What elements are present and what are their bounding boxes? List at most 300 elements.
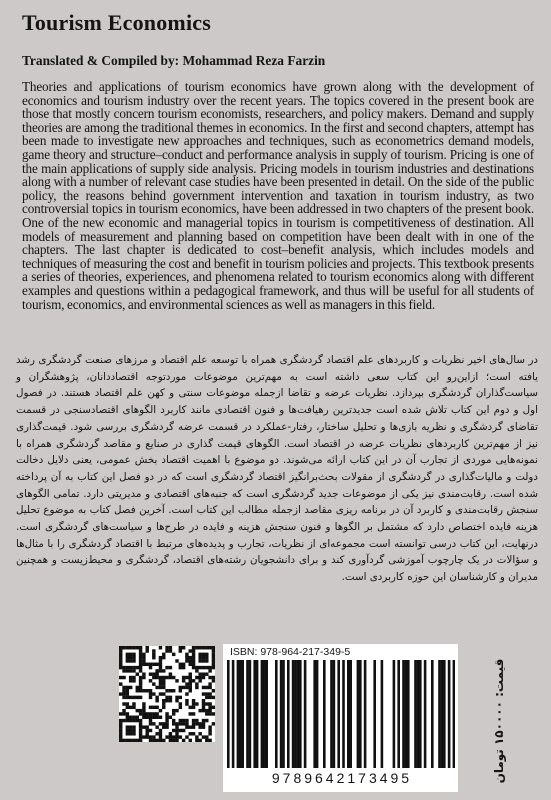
qr-module <box>175 699 178 702</box>
qr-module <box>189 732 192 735</box>
qr-module <box>179 702 182 705</box>
qr-module <box>129 706 132 709</box>
qr-module <box>189 712 192 715</box>
qr-module <box>152 672 155 675</box>
qr-module <box>198 709 201 712</box>
qr-module <box>119 719 122 722</box>
qr-module <box>182 719 185 722</box>
qr-module <box>132 653 135 656</box>
qr-module <box>139 722 142 725</box>
qr-module <box>202 656 205 659</box>
qr-module <box>119 692 122 695</box>
qr-module <box>122 669 125 672</box>
qr-module <box>172 735 175 738</box>
qr-module <box>169 666 172 669</box>
qr-module <box>132 659 135 662</box>
barcode-bar <box>241 660 244 768</box>
qr-module <box>132 696 135 699</box>
qr-module <box>179 719 182 722</box>
qr-module <box>169 716 172 719</box>
qr-module <box>185 682 188 685</box>
qr-module <box>142 725 145 728</box>
barcode-bar <box>253 660 256 768</box>
qr-module <box>129 669 132 672</box>
qr-module <box>129 676 132 679</box>
qr-module <box>185 725 188 728</box>
qr-module <box>126 686 129 689</box>
qr-module <box>192 653 195 656</box>
qr-module <box>165 699 168 702</box>
qr-module <box>162 725 165 728</box>
qr-module <box>162 682 165 685</box>
qr-module <box>189 682 192 685</box>
barcode-bar <box>275 660 278 768</box>
qr-module <box>198 732 201 735</box>
qr-module <box>175 659 178 662</box>
qr-module <box>159 729 162 732</box>
qr-module <box>192 666 195 669</box>
qr-module <box>149 716 152 719</box>
qr-module <box>192 649 195 652</box>
qr-module <box>192 732 195 735</box>
qr-module <box>198 666 201 669</box>
qr-module <box>189 689 192 692</box>
qr-module <box>205 646 208 649</box>
qr-module <box>152 663 155 666</box>
qr-module <box>136 646 139 649</box>
qr-module <box>129 696 132 699</box>
barcode-bar <box>431 660 434 768</box>
qr-module <box>185 692 188 695</box>
qr-module <box>122 686 125 689</box>
qr-module <box>192 722 195 725</box>
barcode-bar <box>441 660 444 768</box>
qr-module <box>192 679 195 682</box>
qr-module <box>212 649 215 652</box>
qr-module <box>172 689 175 692</box>
qr-module <box>139 653 142 656</box>
barcode-bar <box>313 660 316 768</box>
qr-module <box>139 729 142 732</box>
qr-module <box>175 732 178 735</box>
qr-module <box>189 656 192 659</box>
qr-module <box>208 712 211 715</box>
qr-module <box>202 735 205 738</box>
qr-module <box>122 739 125 742</box>
qr-module <box>179 646 182 649</box>
qr-module <box>189 649 192 652</box>
qr-module <box>172 653 175 656</box>
qr-module <box>182 739 185 742</box>
barcode-bar <box>237 660 240 768</box>
qr-module <box>152 653 155 656</box>
barcode-bar <box>232 660 235 768</box>
qr-module <box>198 676 201 679</box>
qr-module <box>208 706 211 709</box>
qr-module <box>159 709 162 712</box>
qr-module <box>159 686 162 689</box>
qr-module <box>172 722 175 725</box>
qr-module <box>202 666 205 669</box>
qr-module <box>202 699 205 702</box>
qr-module <box>145 725 148 728</box>
qr-module <box>155 716 158 719</box>
qr-module <box>198 646 201 649</box>
qr-module <box>149 712 152 715</box>
qr-module <box>159 666 162 669</box>
qr-module <box>155 732 158 735</box>
qr-module <box>208 646 211 649</box>
barcode-bar <box>347 660 350 768</box>
qr-module <box>155 696 158 699</box>
qr-module <box>149 689 152 692</box>
qr-module <box>119 659 122 662</box>
qr-module <box>189 659 192 662</box>
qr-module <box>152 735 155 738</box>
qr-module <box>126 689 129 692</box>
qr-module <box>142 672 145 675</box>
qr-module <box>119 732 122 735</box>
qr-module <box>139 732 142 735</box>
qr-module <box>182 679 185 682</box>
qr-module <box>189 739 192 742</box>
qr-module <box>202 672 205 675</box>
qr-module <box>159 732 162 735</box>
qr-module <box>162 679 165 682</box>
qr-module <box>122 696 125 699</box>
qr-module <box>142 659 145 662</box>
qr-module <box>159 656 162 659</box>
isbn-label: ISBN: 978-964-217-349-5 <box>230 646 351 658</box>
qr-module <box>142 689 145 692</box>
qr-module <box>126 706 129 709</box>
qr-module <box>142 712 145 715</box>
qr-module <box>145 716 148 719</box>
qr-module <box>192 699 195 702</box>
qr-module <box>205 656 208 659</box>
qr-module <box>179 696 182 699</box>
qr-module <box>119 735 122 738</box>
barcode-bar <box>419 660 422 768</box>
qr-module <box>155 663 158 666</box>
qr-module <box>149 663 152 666</box>
qr-module <box>129 732 132 735</box>
qr-module <box>198 739 201 742</box>
qr-module <box>202 676 205 679</box>
qr-module <box>149 679 152 682</box>
qr-module <box>189 672 192 675</box>
qr-module <box>172 719 175 722</box>
barcode-bar <box>373 660 376 768</box>
qr-module <box>212 663 215 666</box>
qr-module <box>149 719 152 722</box>
qr-module <box>165 719 168 722</box>
qr-module <box>119 653 122 656</box>
barcode-bar <box>256 660 259 768</box>
qr-module <box>198 722 201 725</box>
qr-module <box>119 649 122 652</box>
qr-module <box>119 666 122 669</box>
qr-module <box>122 666 125 669</box>
qr-module <box>208 669 211 672</box>
barcode-bar <box>287 660 290 768</box>
qr-module <box>212 696 215 699</box>
qr-module <box>195 646 198 649</box>
qr-module <box>132 676 135 679</box>
qr-module <box>159 716 162 719</box>
qr-module <box>205 653 208 656</box>
qr-module <box>202 702 205 705</box>
qr-module <box>152 692 155 695</box>
qr-module <box>208 725 211 728</box>
barcode-bar <box>227 660 230 768</box>
qr-module <box>132 719 135 722</box>
qr-module <box>145 729 148 732</box>
qr-module <box>208 666 211 669</box>
qr-module <box>169 676 172 679</box>
qr-module <box>185 659 188 662</box>
barcode-bar <box>407 660 410 768</box>
qr-module <box>155 686 158 689</box>
qr-module <box>119 712 122 715</box>
qr-module <box>149 696 152 699</box>
qr-module <box>205 719 208 722</box>
qr-module <box>165 696 168 699</box>
qr-module <box>122 709 125 712</box>
qr-module <box>122 646 125 649</box>
qr-module <box>132 739 135 742</box>
persian-abstract: در سال‌های اخیر نظریات و کاربردهای علم اقتصاد گردشگری همراه با توسعه علم اقتصاد و مرزهای صنعت گردشگری رشد یافته است؛ ازاین‌رو این کتاب سعی داشته است به مهم‌ترین موضوعات موردتوجه اقتصاددانان، پژوهشگران و سیاست‌گذاران گردشگری بپردازد. نظریات عرضه و تقاضا ازجمله موضوعات سنتی و کهن علم اقتصاد هستند. در فصول اول و دوم این کتاب تلاش شده است جدیدترین رهیافت‌ها و فنون اقتصادی مانند کاربرد الگوهای اقتصادسنجی در قسمت تقاضای گردشگری و نظریه بازی‌ها و تحلیل ساختار، رفتار-عملکرد در قسمت عرضه گردشگری بررسی شود. قیمت‌گذاری نیز از مهم‌ترین کاربردهای نظریات عرضه در اقتصاد است. الگوهای قیمت گذاری در صنایع و مقاصد گردشگری همراه با نمونه‌هایی موردی از تجارب آن در این کتاب ارائه می‌شوند. دو موضوع با اهمیت اقتصاد بخش عمومی، یعنی دلایل دخالت دولت و مالیات‌گذاری در گردشگری از مقولات بحث‌برانگیز اقتصاد گردشگری است که در دو فصل این کتاب به آن پرداخته شده است. رقابت‌مندی نیز یکی از موضوعات جدید گردشگری است که جنبه‌های اقتصادی و مدیریتی دارد. تمامی الگوهای سنجش رقابت‌مندی و کاربرد آن در برنامه ریزی مقاصد ازجمله مطالب این کتاب است. آخرین فصل کتاب به موضوع تحلیل هزینه فایده اختصاص دارد که مشتمل بر الگوها و فنون سنجش هزینه و فایده در طرح‌ها و سیاست‌های گردشگری است. درنهایت، این کتاب درسی توانسته است مجموعه‌ای از نظریات، تجارب و پدیده‌های مرتبط با اقتصاد گردشگری را با مثال‌ها و سؤالات در یک چارچوب آموزشی گردآوری کند و برای دانشجویان رشته‌های اقتصاد، گردشگری و محیط‌زیست و همچنین مدیران و کارشناسان این حوزه کاربردی است. <box>16 354 538 584</box>
qr-module <box>185 719 188 722</box>
qr-module <box>212 722 215 725</box>
qr-module <box>149 739 152 742</box>
qr-module <box>208 729 211 732</box>
qr-module <box>129 656 132 659</box>
qr-module <box>126 729 129 732</box>
qr-module <box>139 739 142 742</box>
price-label <box>484 648 514 793</box>
qr-module <box>162 706 165 709</box>
qr-module <box>159 676 162 679</box>
qr-module <box>185 735 188 738</box>
qr-module <box>139 689 142 692</box>
qr-module <box>129 729 132 732</box>
qr-module <box>142 709 145 712</box>
qr-module <box>132 716 135 719</box>
qr-module <box>139 696 142 699</box>
qr-module <box>155 725 158 728</box>
qr-module <box>165 646 168 649</box>
barcode-bar <box>330 660 333 768</box>
qr-module <box>119 722 122 725</box>
qr-module <box>126 659 129 662</box>
qr-module <box>208 732 211 735</box>
qr-module <box>189 725 192 728</box>
price-text: قیمت: ۱۵۰۰۰۰ تومان <box>492 658 506 783</box>
qr-module <box>208 686 211 689</box>
qr-module <box>179 706 182 709</box>
qr-module <box>189 679 192 682</box>
qr-module <box>139 725 142 728</box>
qr-module <box>165 712 168 715</box>
barcode-bar <box>349 660 352 768</box>
barcode-bar <box>316 660 319 768</box>
barcode-bar <box>417 660 420 768</box>
qr-module <box>185 699 188 702</box>
qr-module <box>179 666 182 669</box>
qr-module <box>169 689 172 692</box>
qr-module <box>195 666 198 669</box>
qr-module <box>136 696 139 699</box>
barcode-bar <box>342 660 345 768</box>
qr-module <box>205 712 208 715</box>
qr-module <box>182 646 185 649</box>
qr-module <box>136 739 139 742</box>
barcode-bar <box>397 660 400 768</box>
qr-module <box>212 679 215 682</box>
qr-module <box>122 676 125 679</box>
barcode-bar <box>364 660 367 768</box>
qr-module <box>162 653 165 656</box>
qr-module <box>142 656 145 659</box>
qr-module <box>136 716 139 719</box>
qr-module <box>195 735 198 738</box>
qr-module <box>152 739 155 742</box>
qr-module <box>129 666 132 669</box>
qr-module <box>195 719 198 722</box>
qr-module <box>159 692 162 695</box>
qr-module <box>212 656 215 659</box>
qr-module <box>142 663 145 666</box>
translator-byline: Translated & Compiled by: Mohammad Reza Farzin <box>22 53 326 68</box>
qr-module <box>185 653 188 656</box>
qr-module <box>169 735 172 738</box>
barcode-bar <box>438 660 441 768</box>
qr-module <box>208 702 211 705</box>
qr-module <box>142 653 145 656</box>
qr-module <box>126 656 129 659</box>
qr-module <box>149 735 152 738</box>
qr-module <box>122 712 125 715</box>
barcode-bar <box>304 660 307 768</box>
qr-module <box>212 646 215 649</box>
qr-module <box>212 689 215 692</box>
qr-module <box>129 719 132 722</box>
qr-module <box>169 649 172 652</box>
qr-module <box>152 716 155 719</box>
qr-module <box>189 686 192 689</box>
qr-module <box>195 682 198 685</box>
qr-module <box>169 732 172 735</box>
qr-module <box>205 672 208 675</box>
qr-module <box>202 719 205 722</box>
qr-module <box>175 679 178 682</box>
barcode-bar <box>333 660 336 768</box>
qr-module <box>119 663 122 666</box>
qr-module <box>139 676 142 679</box>
qr-module <box>136 689 139 692</box>
qr-module <box>208 739 211 742</box>
qr-module <box>169 699 172 702</box>
qr-module <box>208 682 211 685</box>
qr-module <box>152 712 155 715</box>
qr-module <box>139 659 142 662</box>
qr-module <box>159 722 162 725</box>
qr-module <box>132 706 135 709</box>
qr-module <box>172 739 175 742</box>
book-title: Tourism Economics <box>22 10 211 35</box>
qr-module <box>142 676 145 679</box>
qr-module <box>159 663 162 666</box>
qr-module <box>129 659 132 662</box>
barcode-bar <box>381 660 384 768</box>
qr-module <box>202 709 205 712</box>
barcode-bar <box>280 660 283 768</box>
qr-module <box>205 696 208 699</box>
qr-module <box>155 712 158 715</box>
qr-module <box>139 679 142 682</box>
qr-module <box>198 725 201 728</box>
qr-module <box>132 656 135 659</box>
qr-module <box>126 712 129 715</box>
qr-module <box>126 666 129 669</box>
qr-module <box>192 659 195 662</box>
qr-module <box>132 679 135 682</box>
qr-module <box>169 696 172 699</box>
qr-module <box>185 676 188 679</box>
qr-module <box>212 659 215 662</box>
qr-module <box>126 719 129 722</box>
qr-module <box>139 735 142 738</box>
qr-module <box>175 735 178 738</box>
qr-module <box>132 666 135 669</box>
barcode-bar <box>414 660 417 768</box>
qr-module <box>198 659 201 662</box>
qr-module <box>119 646 122 649</box>
qr-module <box>208 676 211 679</box>
qr-module <box>182 676 185 679</box>
qr-module <box>185 702 188 705</box>
qr-module <box>208 709 211 712</box>
qr-module <box>152 656 155 659</box>
qr-module <box>182 686 185 689</box>
qr-module <box>169 672 172 675</box>
qr-module <box>205 709 208 712</box>
barcode-bar <box>263 660 266 768</box>
qr-module <box>139 663 142 666</box>
qr-module <box>205 686 208 689</box>
barcode-bar <box>393 660 396 768</box>
qr-module <box>155 672 158 675</box>
qr-module <box>179 735 182 738</box>
barcode-bar <box>297 660 300 768</box>
qr-module <box>162 699 165 702</box>
qr-module <box>159 669 162 672</box>
qr-module <box>182 729 185 732</box>
qr-module <box>205 735 208 738</box>
qr-module <box>192 719 195 722</box>
qr-module <box>185 656 188 659</box>
qr-module <box>152 722 155 725</box>
qr-module <box>169 739 172 742</box>
qr-module <box>198 653 201 656</box>
qr-module <box>139 666 142 669</box>
qr-module <box>179 663 182 666</box>
qr-module <box>205 702 208 705</box>
qr-module <box>202 722 205 725</box>
english-abstract: Theories and applications of tourism economics have grown along with the development of economics and tourism industry over the recent years. The topics covered in the present book are those that mostly concern tourism economists, researchers, and policy makers. Demand and supply theories are among the traditional themes in economics. In the first and second chapters, attempt has been made to investigate new approaches and techniques, such as econometrics demand models, game theory and structure–conduct and performance analysis in supply of tourism. Pricing is one of the main applications of supply side analysis. Pricing models in tourism industries and destinations along with a number of relevant case studies have been presented in detail. On the side of the public policy, the reasons behind government intervention and taxation in tourism industry, as two controversial topics in tourism economics, have been addressed in two chapters of the present book. One of the new economic and managerial topics in tourism is competitiveness of destination. All models of measurement and planning based on competition have been dealt with in one of the chapters. The last chapter is dedicated to cost–benefit analysis, which includes models and techniques of measuring the cost and benefit in tourism policies and projects. This textbook presents a series of theories, experiences, and phenomena related to tourism economics along with different examples and questions within a pedagogical framework, and thus will be useful for all students of tourism, economics, and environmental sciences as well as managers in this field. <box>22 79 534 312</box>
qr-module <box>205 666 208 669</box>
